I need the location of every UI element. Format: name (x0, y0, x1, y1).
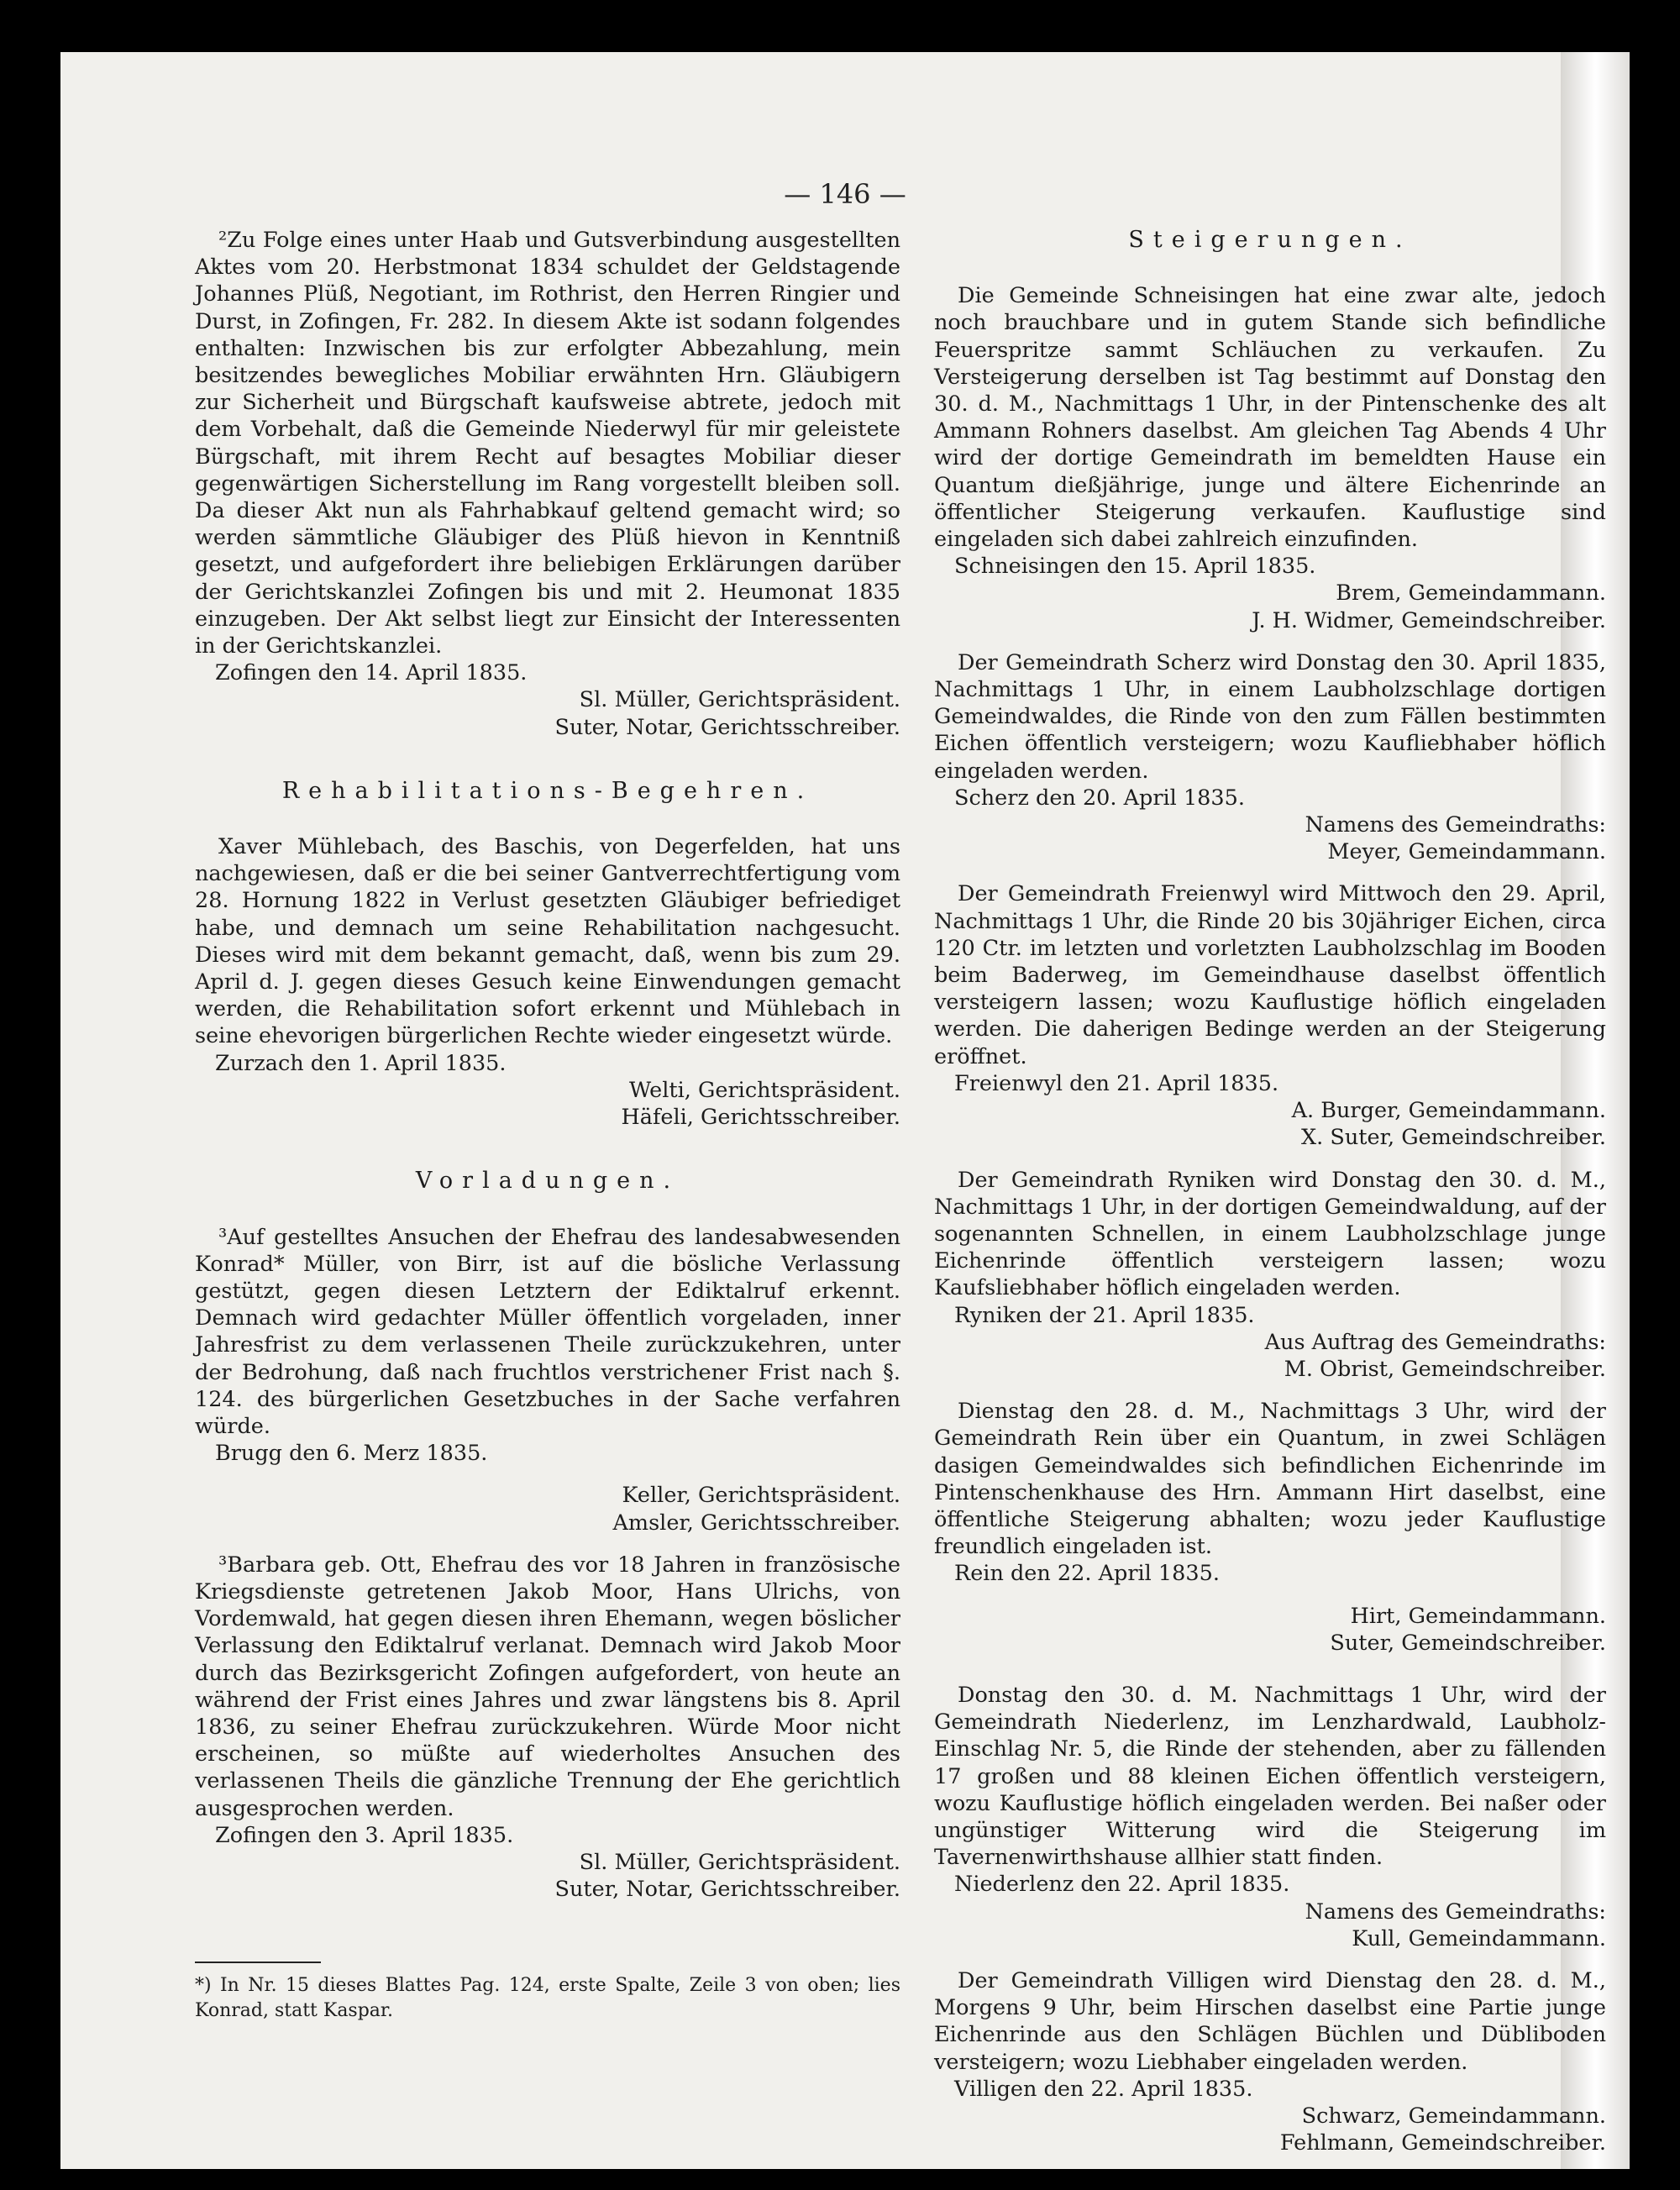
notice-place-date: Schneisingen den 15. April 1835. (954, 554, 1316, 580)
footnote: *) In Nr. 15 dieses Blattes Pag. 124, erste Spalte, Zeile 3 von oben; lies Konrad, statt Kaspar. (195, 1975, 900, 2022)
notice-place-date: Villigen den 22. April 1835. (954, 2076, 1253, 2102)
spacer (934, 1952, 1606, 1967)
notice-place-date: Scherz den 20. April 1835. (954, 785, 1245, 811)
signature-line: Schwarz, Gemeindammann. (1301, 2103, 1606, 2129)
signature-line: Sl. Müller, Gerichtspräsident. (579, 687, 900, 713)
signature-line: Suter, Gemeindschreiber. (1330, 1630, 1606, 1656)
signature-line: Welti, Gerichtspräsident. (629, 1077, 900, 1103)
notice-mueller: ³Auf gestelltes Ansuchen der Ehefrau des landesabwesenden Konrad* Müller, von Birr, ist auf die bösliche Verlassung gestützt, gegen diesen Letztern der Ediktalruf erkennt. Demnach wird gedachter Müller öffentlich vorgeladen, inner Jahresfrist zu dem verlassenen Theile zurückzukehren, unter der Bedrohung, daß nach fruchtlos verstrichener Frist nach §. 124. des bürgerlichen Gesetzbuches in der Sache verfahren würde. (195, 1224, 900, 1439)
spacer (934, 865, 1606, 880)
signature-line: Meyer, Gemeindammann. (1327, 839, 1606, 865)
notice-freienwyl: Der Gemeindrath Freienwyl wird Mittwoch den 29. April, Nachmittags 1 Uhr, die Rinde 20 bis 30jähriger Eichen, circa 120 Ctr. im letzten und vorletzten Laubholzschlag im Booden beim Baderweg, im Gemeindhause daselbst öffentlich versteigern lassen; wozu Kauflustige höflich eingeladen werden. Die daherigen Bedinge werden an der Steigerung eröffnet. (934, 881, 1606, 1069)
signature-line: Namens des Gemeindraths: (1305, 1899, 1606, 1925)
notice-place-date: Niederlenz den 22. April 1835. (954, 1872, 1290, 1898)
spacer (195, 1536, 900, 1552)
right-column (934, 227, 1606, 2156)
notice-scherz: Der Gemeindrath Scherz wird Donstag den 30. April 1835, Nachmittags 1 Uhr, in einem Laubholzschlage dortigen Gemeindwaldes, die Rinde von den zum Fällen bestimmten Eichen öffentlich versteigern; wozu Kaufliebhaber höflich eingeladen werden. (934, 649, 1606, 784)
notice-place-date: Ryniken der 21. April 1835. (954, 1302, 1255, 1328)
spacer (934, 1657, 1606, 1682)
spacer (934, 1383, 1606, 1398)
notice-place-date: Rein den 22. April 1835. (954, 1561, 1220, 1587)
signature-line: J. H. Widmer, Gemeindschreiber. (1252, 607, 1606, 633)
notice-place-date: Freienwyl den 21. April 1835. (954, 1070, 1279, 1096)
signature-line: Aus Auftrag des Gemeindraths: (1264, 1329, 1606, 1355)
section-heading-vorladungen: Vorladungen. (415, 1168, 680, 1195)
notice-place-date: Zofingen den 3. April 1835. (215, 1822, 514, 1848)
signature-line: Suter, Notar, Gerichtsschreiber. (554, 1877, 900, 1903)
signature-line: Brem, Gemeindammann. (1336, 580, 1606, 607)
newspaper-page (60, 52, 1630, 2169)
signature-line: Amsler, Gerichtsschreiber. (612, 1510, 900, 1536)
signature-line: Keller, Gerichtspräsident. (622, 1483, 900, 1509)
section-heading-rehabilitation: Rehabilitations-Begehren. (281, 777, 814, 804)
notice-rein: Dienstag den 28. d. M., Nachmittags 3 Uhr, wird der Gemeindrath Rein über ein Quantum, in zwei Schlägen dasigen Gemeindwaldes sich befindlichen Eichenrinde im Pintenschenkhause des Hrn. Ammann Hirt daselbst, eine öffentliche Steigerung abhalten; wozu jeder Kauflustige freundlich eingeladen ist. (934, 1399, 1606, 1560)
notice-villigen: Der Gemeindrath Villigen wird Dienstag den 28. d. M., Morgens 9 Uhr, beim Hirschen daselbst eine Partie junge Eichenrinde aus den Schlägen Büchlen und Dübliboden versteigern; wozu Liebhaber eingeladen werden. (934, 1967, 1606, 2075)
signature-line: A. Burger, Gemeindammann. (1291, 1098, 1606, 1124)
page-number: — 146 — (784, 178, 906, 210)
signature-line: Hirt, Gemeindammann. (1350, 1603, 1606, 1629)
signature-line: Kull, Gemeindammann. (1352, 1925, 1606, 1951)
notice-pluess: ²Zu Folge eines unter Haab und Gutsverbindung ausgestellten Aktes vom 20. Herbstmonat 1834 schuldet der Geldstagende Johannes Plüß, Negotiant, im Rothrist, den Herren Ringier und Durst, in Zofingen, Fr. 282. In diesem Akte ist sodann folgendes enthalten: Inzwischen bis zur erfolgter Abbezahlung, mein besitzendes bewegliches Mobiliar erwähnten Hrn. Gläubigern zur Sicherheit und Bürgschaft kaufsweise abtrete, jedoch mit dem Vorbehalt, daß die Gemeinde Niederwyl für mir geleistete Bürgschaft, mit ihrem Recht auf besagtes Mobiliar dieser gegenwärtigen Sicherstellung im Rang vorgestellt bleiben soll. Da dieser Akt nun als Fahrhabkauf geltend gemacht wird; so werden sämmtliche Gläubiger des Plüß hievon in Kenntniß gesetzt, und aufgefordert ihre beliebigen Erklärungen darüber der Gerichtskanzlei Zofingen bis und mit 2. Heumonat 1835 einzugeben. Der Akt selbst liegt zur Einsicht der Interessenten in der Gerichtskanzlei. (195, 228, 900, 659)
notice-place-date: Brugg den 6. Merz 1835. (215, 1441, 488, 1467)
spacer (934, 1152, 1606, 1167)
signature-line: Fehlmann, Gemeindschreiber. (1279, 2130, 1606, 2156)
spacer (934, 1588, 1606, 1603)
signature-line: M. Obrist, Gemeindschreiber. (1284, 1356, 1606, 1382)
section-heading-steigerungen: Steigerungen. (1128, 227, 1412, 253)
spacer (934, 634, 1606, 649)
signature-line: Suter, Notar, Gerichtsschreiber. (554, 714, 900, 740)
left-column (195, 227, 900, 2024)
notice-niederlenz: Donstag den 30. d. M. Nachmittags 1 Uhr, wird der Gemeindrath Niederlenz, im Lenzhardwald, Laubholz-Einschlag Nr. 5, die Rinde der stehenden, aber zu fällenden 17 großen und 88 kleinen Eichen öffentlich versteigern, wozu Kauflustige höflich eingeladen werden. Bei naßer oder ungünstiger Witterung wird die Steigerung im Tavernenwirthshause allhier statt finden. (934, 1682, 1606, 1871)
signature-line: Häfeli, Gerichtsschreiber. (621, 1105, 900, 1131)
notice-place-date: Zofingen den 14. April 1835. (215, 660, 528, 686)
footnote-rule (195, 1962, 321, 1963)
signature-line: X. Suter, Gemeindschreiber. (1301, 1125, 1606, 1151)
signature-line: Namens des Gemeindraths: (1305, 812, 1606, 838)
notice-schneisingen: Die Gemeinde Schneisingen hat eine zwar alte, jedoch noch brauchbare und in gutem Stande sich befindliche Feuerspritze sammt Schläuchen zu verkaufen. Zu Versteigerung derselben ist Tag bestimmt auf Donstag den 30. d. M., Nachmittags 1 Uhr, in der Pintenschenke des alt Ammann Rohners daselbst. Am gleichen Tag Abends 4 Uhr wird der dortige Gemeindrath im bemeldten Hause ein Quantum dießjährige, junge und ältere Eichenrinde an öffentlicher Steigerung verkaufen. Kauflustige sind eingeladen sich dabei zahlreich einzufinden. (934, 283, 1606, 553)
spacer (195, 1467, 900, 1482)
signature-line: Sl. Müller, Gerichtspräsident. (579, 1849, 900, 1875)
notice-ryniken: Der Gemeindrath Ryniken wird Donstag den 30. d. M., Nachmittags 1 Uhr, in der dortigen Gemeindwaldung, auf der sogenannten Schnellen, in einem Laubholzschlage junge Eichenrinde öffentlich versteigern lassen; wozu Kaufsliebhaber höflich eingeladen werden. (934, 1167, 1606, 1301)
notice-place-date: Zurzach den 1. April 1835. (215, 1050, 507, 1076)
notice-muehlebach: Xaver Mühlebach, des Baschis, von Degerfelden, hat uns nachgewiesen, daß er die bei seiner Gantverrechtfertigung vom 28. Hornung 1822 in Verlust gesetzten Gläubiger befriediget habe, und demnach um seine Rehabilitation nachgesucht. Dieses wird mit dem bekannt gemacht, daß, wenn bis zum 29. April d. J. gegen dieses Gesuch keine Einwendungen gemacht werden, die Rehabilitation sofort erkennt und Mühlebach in seine ehevorigen bürgerlichen Rechte wieder eingesetzt würde. (195, 834, 900, 1049)
notice-moor: ³Barbara geb. Ott, Ehefrau des vor 18 Jahren in französische Kriegsdienste getretenen Jakob Moor, Hans Ulrichs, von Vordemwald, hat gegen diesen ihren Ehemann, wegen böslicher Verlassung den Ediktalruf verlanat. Demnach wird Jakob Moor durch das Bezirksgericht Zofingen aufgefordert, von heute an während der Frist eines Jahres und zwar längstens bis 8. April 1836, zu seiner Ehefrau zurückzukehren. Würde Moor nicht erscheinen, so müßte auf wiederholtes Ansuchen des verlassenen Theils die gänzliche Trennung der Ehe gerichtlich ausgesprochen werden. (195, 1552, 900, 1821)
